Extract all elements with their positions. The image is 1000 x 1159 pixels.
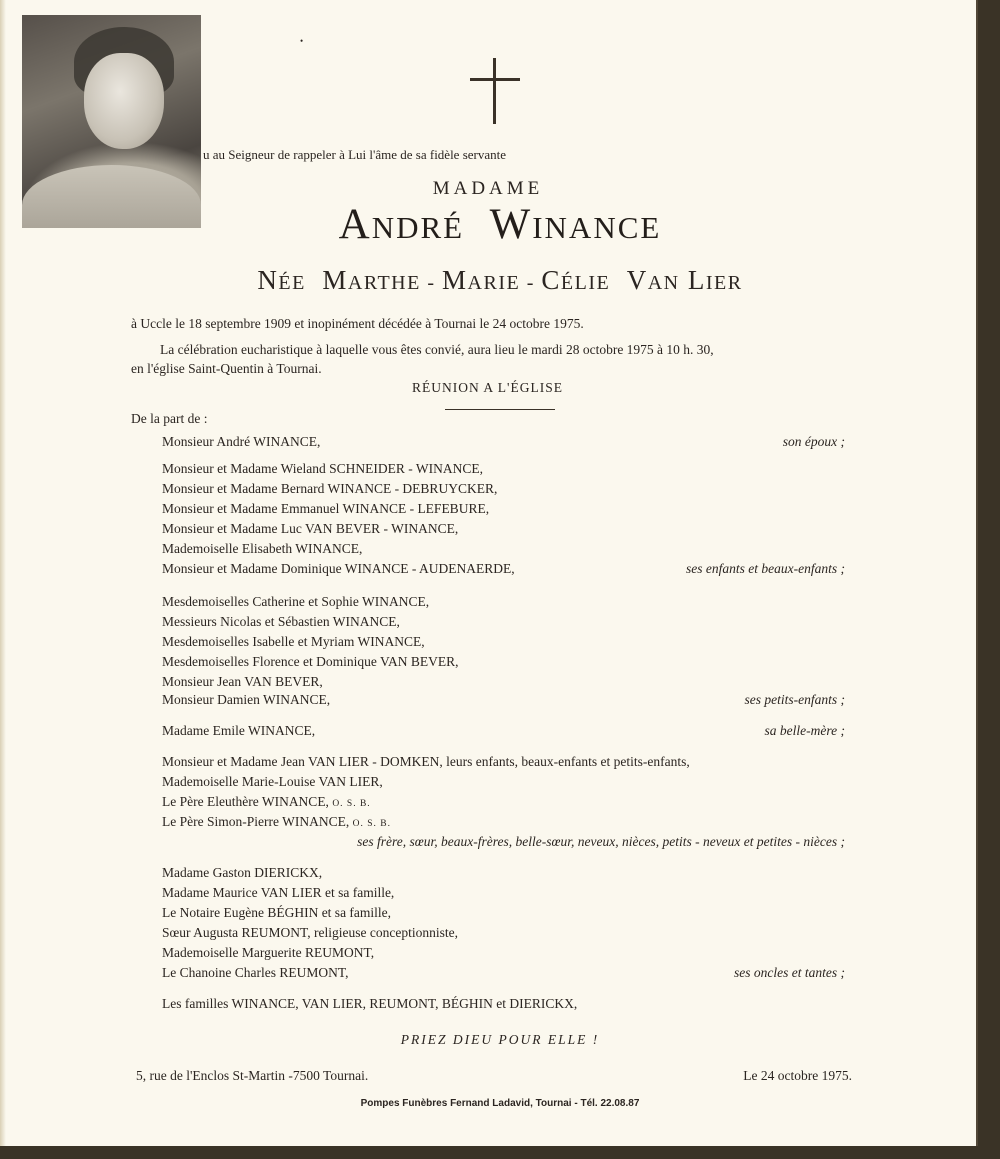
family-relation: ses petits-enfants ; [744,692,845,707]
deceased-name: ANDRÉ WINANCE [338,201,662,248]
family-line: Madame Emile WINANCE, [162,723,316,738]
family-line: Madame Maurice VAN LIER et sa famille, [162,885,395,900]
divider [445,409,555,410]
reunion-heading: RÉUNION A L'ÉGLISE [412,380,563,395]
paper-edge [0,0,6,1146]
family-line: Mesdemoiselles Isabelle et Myriam WINANCE, [162,634,425,649]
date: Le 24 octobre 1975. [743,1068,852,1083]
ink-mark: • [300,36,304,46]
family-line: Mesdemoiselles Catherine et Sophie WINANCE, [162,594,430,609]
family-line: Les familles WINANCE, VAN LIER, REUMONT, BÉGHIN et DIERICKX, [162,996,578,1011]
address: 5, rue de l'Enclos St-Martin -7500 Tournai. [136,1068,369,1083]
family-line: Monsieur et Madame Emmanuel WINANCE - LEFEBURE, [162,501,490,516]
family-line: Monsieur et Madame Dominique WINANCE - AUDENAERDE, [162,561,515,576]
family-line: Le Notaire Eugène BÉGHIN et sa famille, [162,905,392,920]
family-line: Mesdemoiselles Florence et Dominique VAN BEVER, [162,654,459,669]
family-line: Le Père Simon-Pierre WINANCE, O. S. B. [162,814,391,829]
family-line: Monsieur Damien WINANCE, [162,692,331,707]
family-line: Sœur Augusta REUMONT, religieuse conceptionniste, [162,925,458,940]
family-line: Mademoiselle Marguerite REUMONT, [162,945,375,960]
maiden-name: NÉE MARTHE - MARIE - CÉLIE VAN LIER [257,265,743,295]
celebration-text: La célébration eucharistique à laquelle vous êtes convié, aura lieu le mardi 28 octobre 1975 à 10 h. 30, [160,342,714,357]
title-madame: MADAME [432,178,544,199]
family-line: Madame Gaston DIERICKX, [162,865,323,880]
family-line: Mademoiselle Marie-Louise VAN LIER, [162,774,383,789]
family-line: Mademoiselle Elisabeth WINANCE, [162,541,363,556]
family-line: Monsieur et Madame Jean VAN LIER - DOMKEN, leurs enfants, beaux-enfants et petits-enfants, [162,754,690,769]
family-relation: sa belle-mère ; [764,723,845,738]
funeral-home-footer: Pompes Funèbres Fernand Ladavid, Tournai - Tél. 22.08.87 [360,1098,640,1109]
family-line: Monsieur Jean VAN BEVER, [162,674,323,689]
family-line: Monsieur et Madame Luc VAN BEVER - WINANCE, [162,521,459,536]
family-relation: son époux ; [782,434,845,449]
church-text: en l'église Saint-Quentin à Tournai. [131,361,322,376]
family-relation: ses oncles et tantes ; [734,965,845,980]
family-line: Messieurs Nicolas et Sébastien WINANCE, [162,614,400,629]
birth-death-text: à Uccle le 18 septembre 1909 et inopinément décédée à Tournai le 24 octobre 1975. [131,316,584,331]
family-relation: ses enfants et beaux-enfants ; [686,561,845,576]
de-la-part-label: De la part de : [131,411,208,426]
lead-text: u au Seigneur de rappeler à Lui l'âme de sa fidèle servante [203,147,507,162]
family-line: Le Père Eleuthère WINANCE, O. S. B. [162,794,371,809]
family-line: Le Chanoine Charles REUMONT, [162,965,349,980]
family-line: Monsieur et Madame Bernard WINANCE - DEBRUYCKER, [162,481,498,496]
family-line: Monsieur et Madame Wieland SCHNEIDER - WINANCE, [162,461,484,476]
family-relation: ses frère, sœur, beaux-frères, belle-sœur, neveux, nièces, petits - neveux et petites - nièces ; [357,834,845,849]
prayer-line: PRIEZ DIEU POUR ELLE ! [400,1032,600,1047]
cross-icon [470,58,520,124]
family-line: Monsieur André WINANCE, [162,434,321,449]
